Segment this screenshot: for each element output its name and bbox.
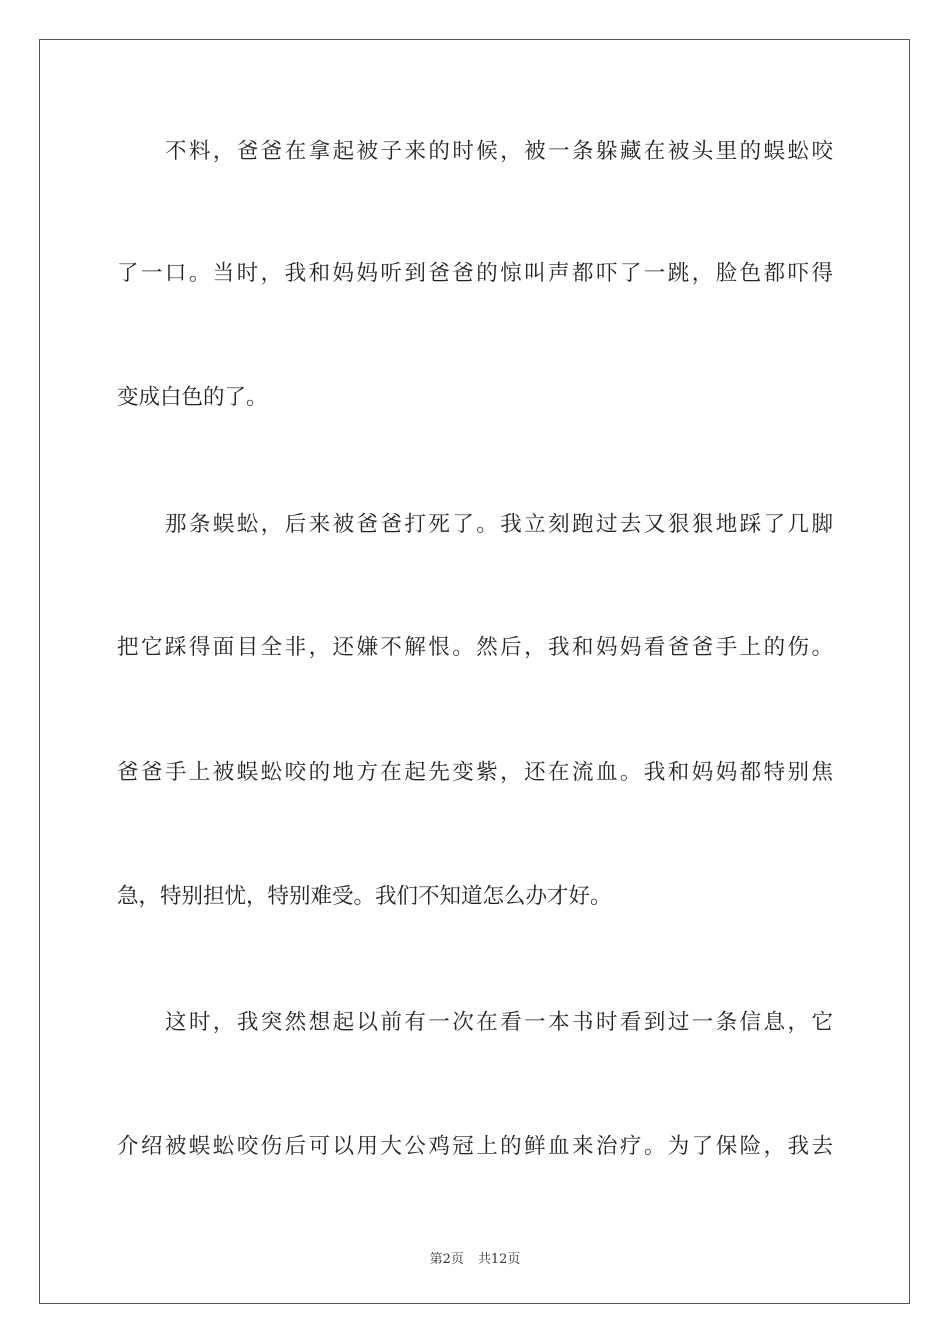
page-number: 第2页: [429, 1252, 464, 1267]
text-line: 那条蜈蚣，后来被爸爸打死了。我立刻跑过去又狠狠地踩了几脚: [165, 512, 833, 537]
text-line: 急，特别担忧，特别难受。我们不知道怎么办才好。: [117, 884, 612, 909]
text-line: 了一口。当时，我和妈妈听到爸爸的惊叫声都吓了一跳，脸色都吓得: [117, 261, 833, 286]
text-line: 介绍被蜈蚣咬伤后可以用大公鸡冠上的鲜血来治疗。为了保险，我去: [117, 1134, 833, 1159]
text-line: 这时，我突然想起以前有一次在看一本书时看到过一条信息，它: [165, 1010, 833, 1035]
text-line: 把它踩得面目全非，还嫌不解恨。然后，我和妈妈看爸爸手上的伤。: [117, 635, 833, 660]
text-line: 变成白色的了。: [117, 385, 268, 410]
page-footer: [0, 1248, 950, 1267]
text-line: 爸爸手上被蜈蚣咬的地方在起先变紫，还在流血。我和妈妈都特别焦: [117, 760, 833, 785]
page-total: 共12页: [477, 1252, 521, 1267]
text-line: 不料，爸爸在拿起被子来的时候，被一条躲藏在被头里的蜈蚣咬: [165, 139, 833, 164]
page-border: [39, 39, 910, 1304]
